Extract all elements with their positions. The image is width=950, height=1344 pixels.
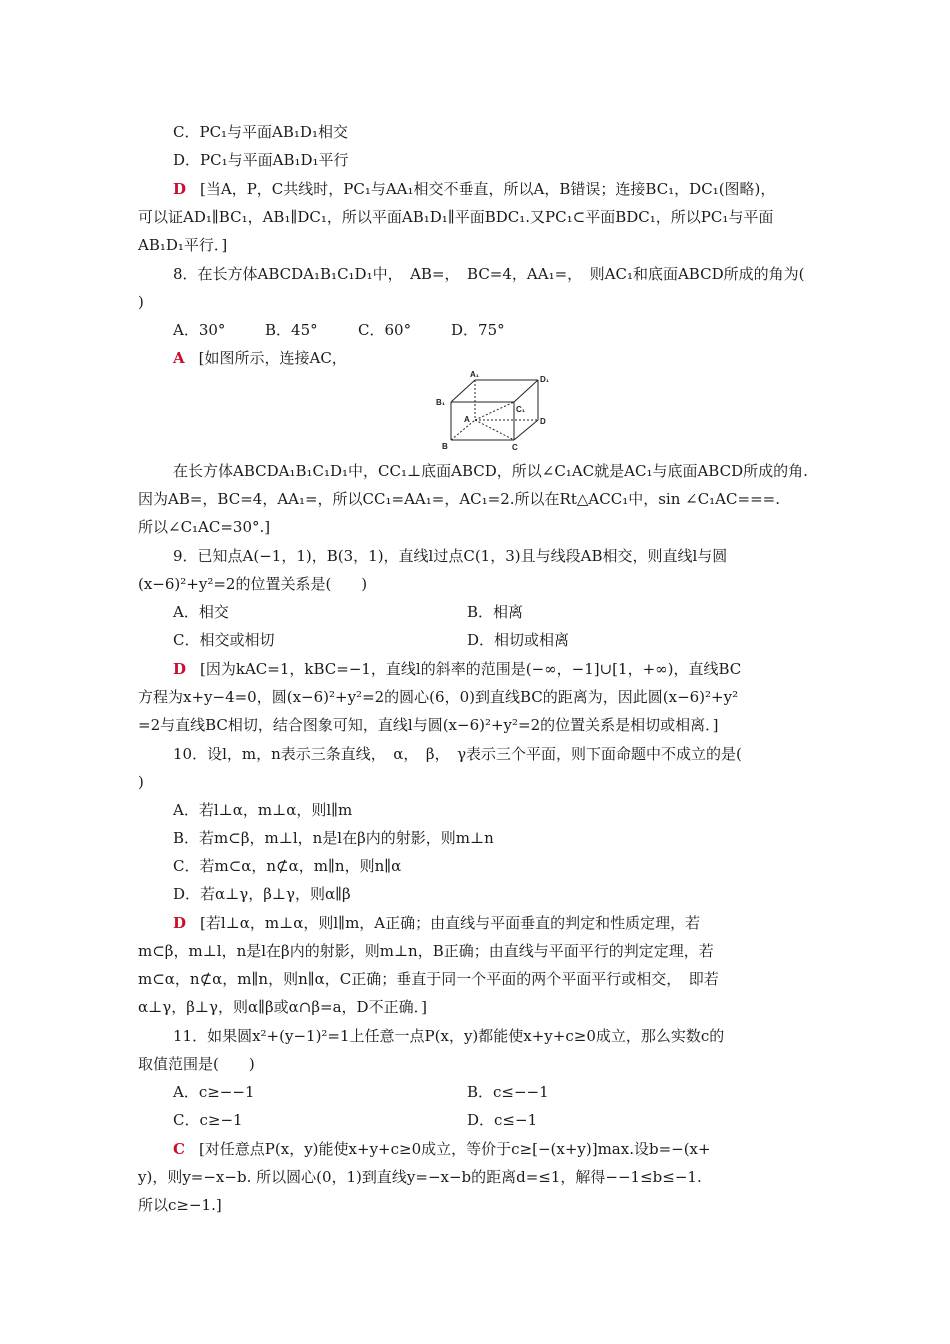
answer-q9-cont1: 方程为x+y−4=0，圆(x−6)²+y²=2的圆心(6，0)到直线BC的距离为，因此圆(x−6)²+y² (138, 688, 739, 706)
label-b1: B₁ (436, 398, 446, 407)
label-d: D (540, 417, 546, 426)
option-d-q9: D．相切或相离 (467, 631, 570, 649)
answer-letter: D (173, 660, 187, 678)
answer-q11-cont: y)，则y=−x−b. 所以圆心(0，1)到直线y=−x−b的距离d=≤1，解得−−1≤b≤−1. (138, 1168, 702, 1186)
answer-text: [对任意点P(x，y)能使x+y+c≥0成立，等价于c≥[−(x+y)]max.设b=−(x+ (198, 1140, 711, 1158)
answer-text: [如图所示，连接AC， (198, 349, 347, 367)
answer-q11-end: 所以c≥−1.] (138, 1196, 222, 1214)
option-b-q9: B．相离 (467, 603, 524, 621)
answer-q11 (173, 1139, 711, 1159)
label-a1: A₁ (470, 370, 480, 379)
question-9-cont: (x−6)²+y²=2的位置关系是( ) (138, 575, 368, 593)
answer-letter: A (173, 349, 185, 367)
answer-q7-cont: 可以证AD₁∥BC₁，AB₁∥DC₁，所以平面AB₁D₁∥平面BDC₁.又PC₁⊂平面BDC₁，所以PC₁与平面 (138, 208, 774, 226)
answer-q9-end: =2与直线BC相切，结合图象可知，直线l与圆(x−6)²+y²=2的位置关系是相切或相离．] (138, 716, 719, 734)
answer-letter: D (173, 914, 187, 932)
answer-q8 (173, 348, 347, 368)
answer-q7 (173, 179, 775, 199)
answer-q8-cont2: 因为AB=，BC=4，AA₁=，所以CC₁=AA₁=，AC₁=2.所以在Rt△ACC₁中，sin ∠C₁AC===. (138, 490, 780, 508)
option-a-q11: A．c≥−−1 (173, 1083, 255, 1101)
label-a: A (464, 415, 470, 424)
option-d-q11: D．c≤−1 (467, 1111, 538, 1129)
option-b-q10: B．若m⊂β，m⊥l，n是l在β内的射影，则m⊥n (173, 829, 494, 847)
option-c-q10: C．若m⊂α，n⊄α，m∥n，则n∥α (173, 857, 402, 875)
option-b-q8: B．45° (265, 321, 318, 339)
option-a-q9: A．相交 (173, 603, 229, 621)
answer-q10-cont2: m⊂α，n⊄α，m∥n，则n∥α，C正确；垂直于同一个平面的两个平面平行或相交， 即若 (138, 970, 719, 988)
answer-q8-cont1: 在长方体ABCDA₁B₁C₁D₁中，CC₁⊥底面ABCD，所以∠C₁AC就是AC₁与底面ABCD所成的角. (173, 462, 808, 480)
question-10-cont: ) (138, 773, 144, 791)
option-c-q8: C．60° (358, 321, 412, 339)
answer-letter: C (173, 1140, 185, 1158)
question-11-cont: 取值范围是( ) (138, 1055, 255, 1073)
question-10: 10．设l，m，n表示三条直线， α， β， γ表示三个平面，则下面命题中不成立的是( (173, 745, 742, 763)
option-d-q10: D．若α⊥γ，β⊥γ，则α∥β (173, 885, 351, 903)
option-c-q9: C．相交或相切 (173, 631, 275, 649)
question-8-cont: ) (138, 293, 144, 311)
option-b-q11: B．c≤−−1 (467, 1083, 549, 1101)
answer-q7-end: AB₁D₁平行．] (138, 236, 228, 254)
cuboid-figure (432, 368, 562, 454)
answer-q10-cont1: m⊂β，m⊥l，n是l在β内的射影，则m⊥n，B正确；由直线与平面平行的判定定理，若 (138, 942, 714, 960)
option-a-q8: A．30° (173, 321, 226, 339)
option-c-q11: C．c≥−1 (173, 1111, 243, 1129)
answer-letter: D (173, 180, 187, 198)
label-c1: C₁ (516, 405, 526, 414)
answer-q10-end: α⊥γ，β⊥γ，则α∥β或α∩β=a，D不正确．] (138, 998, 427, 1016)
option-a-q10: A．若l⊥α，m⊥α，则l∥m (173, 801, 353, 819)
answer-q10 (173, 913, 700, 933)
answer-text: [因为kAC=1，kBC=−1，直线l的斜率的范围是(−∞，−1]∪[1，+∞)，直线BC (200, 660, 742, 678)
question-11: 11．如果圆x²+(y−1)²=1上任意一点P(x，y)都能使x+y+c≥0成立，那么实数c的 (173, 1027, 725, 1045)
option-d-q8: D．75° (451, 321, 505, 339)
option-d-q7: D．PC₁与平面AB₁D₁平行 (173, 151, 349, 169)
answer-q9 (173, 659, 741, 679)
label-c: C (512, 443, 518, 452)
question-9: 9．已知点A(−1，1)，B(3，1)，直线l过点C(1，3)且与线段AB相交，则直线l与圆 (173, 547, 728, 565)
label-d1: D₁ (540, 375, 550, 384)
answer-text: [若l⊥α，m⊥α，则l∥m，A正确；由直线与平面垂直的判定和性质定理，若 (200, 914, 701, 932)
question-8: 8．在长方体ABCDA₁B₁C₁D₁中， AB=， BC=4，AA₁=， 则AC₁和底面ABCD所成的角为( (173, 265, 805, 283)
label-b: B (442, 442, 448, 451)
answer-q8-end: 所以∠C₁AC=30°.] (138, 518, 271, 536)
option-c-q7: C．PC₁与平面AB₁D₁相交 (173, 123, 348, 141)
answer-text: [当A，P，C共线时，PC₁与AA₁相交不垂直，所以A，B错误；连接BC₁，DC₁(图略)， (200, 180, 776, 198)
